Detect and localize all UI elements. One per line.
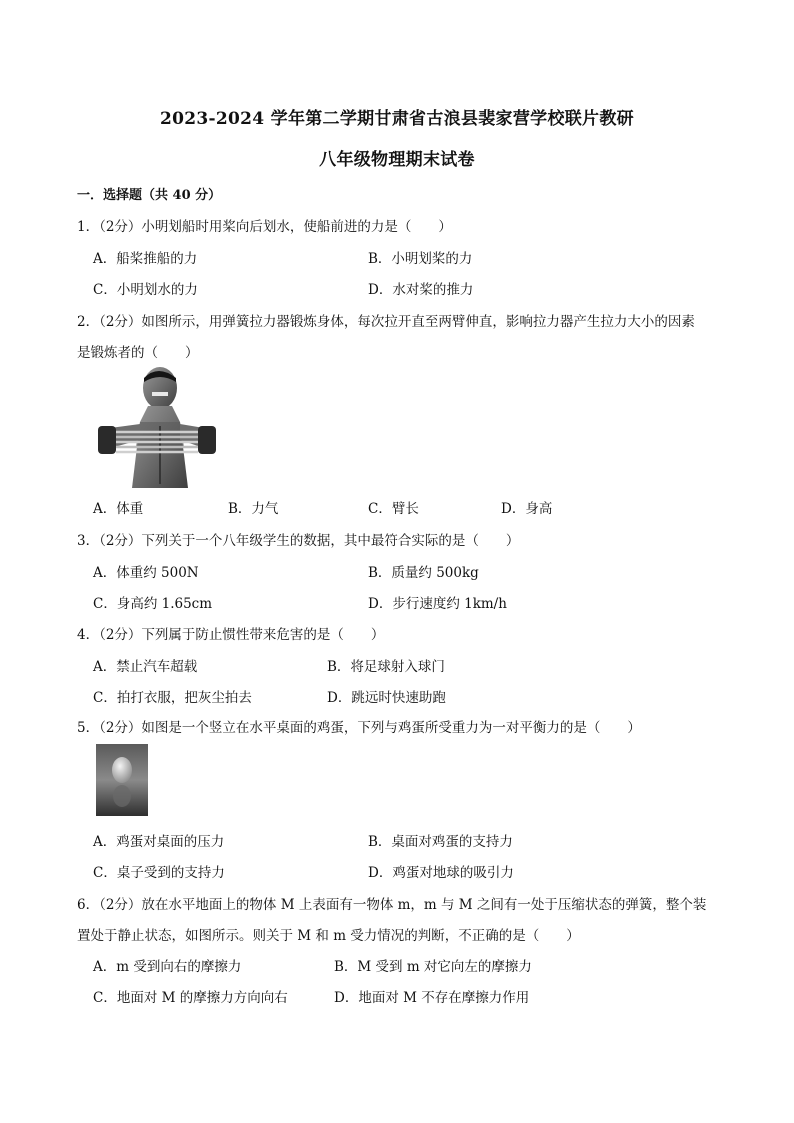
- question-6-stem-line1: 6．（2分）放在水平地面上的物体 M 上表面有一物体 m，m 与 M 之间有一处于压缩状态的弹簧，整个装: [77, 897, 707, 913]
- question-1-stem: 1．（2分）小明划船时用桨向后划水，使船前进的力是（ ）: [77, 219, 452, 235]
- question-2-stem-line2: 是锻炼者的（ ）: [77, 345, 199, 361]
- question-4-option-c: C．拍打衣服，把灰尘拍去: [93, 690, 252, 706]
- question-1-option-b: B．小明划桨的力: [368, 251, 473, 267]
- question-5-option-d: D．鸡蛋对地球的吸引力: [368, 865, 514, 881]
- question-1-option-c: C．小明划水的力: [93, 282, 198, 298]
- exam-title-line1: 2023-2024 学年第二学期甘肃省古浪县裴家营学校联片教研: [160, 109, 634, 129]
- question-2-option-b: B．力气: [228, 501, 279, 517]
- question-6-option-b: B．M 受到 m 对它向左的摩擦力: [334, 959, 532, 975]
- question-3-option-c: C．身高约 1.65cm: [93, 596, 213, 612]
- question-2-option-a: A．体重: [93, 501, 144, 517]
- question-4-stem: 4．（2分）下列属于防止惯性带来危害的是（ ）: [77, 627, 385, 643]
- egg-on-table-figure: [96, 744, 148, 816]
- question-6-option-d: D．地面对 M 不存在摩擦力作用: [334, 990, 530, 1006]
- question-5-option-a: A．鸡蛋对桌面的压力: [93, 834, 225, 850]
- question-6-stem-line2: 置处于静止状态，如图所示。则关于 M 和 m 受力情况的判断，不正确的是（ ）: [77, 928, 580, 944]
- section-heading-choice: 一．选择题（共 40 分）: [77, 188, 222, 203]
- question-4-option-b: B．将足球射入球门: [327, 659, 445, 675]
- question-3-option-a: A．体重约 500N: [93, 565, 199, 581]
- question-1-option-d: D．水对桨的推力: [368, 282, 474, 298]
- question-5-option-c: C．桌子受到的支持力: [93, 865, 225, 881]
- question-5-option-b: B．桌面对鸡蛋的支持力: [368, 834, 513, 850]
- question-2-option-c: C．臂长: [368, 501, 419, 517]
- question-6-option-a: A．m 受到向右的摩擦力: [93, 959, 242, 975]
- question-1-option-a: A．船桨推船的力: [93, 251, 198, 267]
- spring-expander-man-figure: [96, 366, 218, 488]
- question-3-stem: 3．（2分）下列关于一个八年级学生的数据，其中最符合实际的是（ ）: [77, 533, 520, 549]
- question-2-option-d: D．身高: [501, 501, 553, 517]
- question-4-option-d: D．跳远时快速助跑: [327, 690, 446, 706]
- question-5-stem: 5．（2分）如图是一个竖立在水平桌面的鸡蛋，下列与鸡蛋所受重力为一对平衡力的是（ ）: [77, 720, 641, 736]
- question-3-option-b: B．质量约 500kg: [368, 565, 479, 581]
- question-2-stem-line1: 2．（2分）如图所示，用弹簧拉力器锻炼身体，每次拉开直至两臂伸直，影响拉力器产生拉力大小的因素: [77, 314, 695, 330]
- exam-title-line2: 八年级物理期末试卷: [319, 150, 475, 170]
- question-3-option-d: D．步行速度约 1km/h: [368, 596, 507, 612]
- question-4-option-a: A．禁止汽车超载: [93, 659, 198, 675]
- question-6-option-c: C．地面对 M 的摩擦力方向向右: [93, 990, 288, 1006]
